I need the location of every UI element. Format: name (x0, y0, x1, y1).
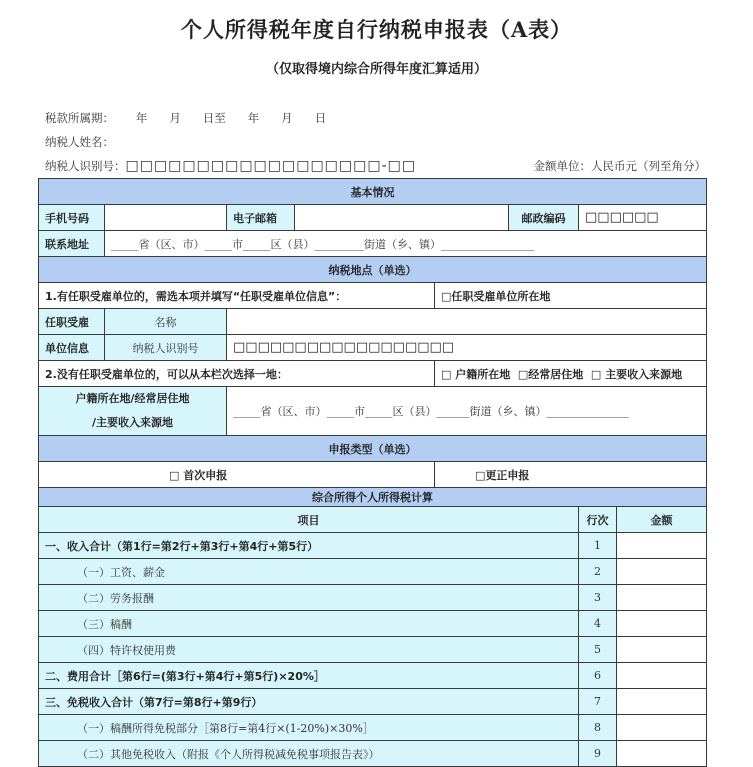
residence-options[interactable]: □ 户籍所在地 □经常居住地 □ 主要收入来源地 (435, 361, 707, 387)
email-input[interactable] (295, 205, 509, 231)
calc-row-number: 7 (579, 689, 617, 715)
employer-name-label: 名称 (105, 309, 227, 335)
calc-row-label: （三）稿酬 (39, 611, 579, 637)
form-subtitle: （仅取得境内综合所得年度汇算适用） (265, 62, 487, 77)
amount-input[interactable] (617, 663, 707, 689)
calc-row-label: 一、收入合计（第1行=第2行+第3行+第4行+第5行） (39, 533, 579, 559)
address-label: 联系地址 (39, 231, 105, 257)
calc-row-number: 1 (579, 533, 617, 559)
postal-boxes[interactable]: □□□□□□ (579, 205, 707, 231)
residence-label-line-2: /主要收入来源地 (91, 416, 174, 429)
location-q1: 1.有任职受雇单位的，需选本项并填写“任职受雇单位信息”： (39, 283, 435, 309)
employer-name-input[interactable] (227, 309, 707, 335)
col-amount-header: 金额 (617, 507, 707, 533)
employer-info-label-2: 单位信息 (39, 335, 105, 361)
section-location-header: 纳税地点（单选） (39, 257, 707, 283)
amount-input[interactable] (617, 559, 707, 585)
taxpayer-tin-row (45, 158, 416, 174)
tin-label: 纳税人识别号： (45, 159, 126, 173)
postal-label: 邮政编码 (509, 205, 579, 231)
amount-input[interactable] (617, 585, 707, 611)
calc-row-number: 2 (579, 559, 617, 585)
amount-input[interactable] (617, 741, 707, 767)
address-input[interactable]: _____省（区、市）_____市_____区（县）_________街道（乡、镇）_________________ (105, 231, 707, 257)
section-declaration-header: 申报类型（单选） (39, 436, 707, 462)
section-basic-header: 基本情况 (39, 179, 707, 205)
calc-row-label: （一）工资、薪金 (39, 559, 579, 585)
first-declaration-checkbox[interactable]: □ 首次申报 (39, 462, 435, 488)
section-calc-header: 综合所得个人所得税计算 (39, 488, 707, 507)
amount-input[interactable] (617, 689, 707, 715)
tax-period: 税款所属期： 年 月 日至 年 月 日 (45, 111, 327, 125)
employer-location-checkbox[interactable]: □任职受雇单位所在地 (435, 283, 707, 309)
correction-declaration-checkbox[interactable]: □更正申报 (435, 462, 707, 488)
email-label: 电子邮箱 (227, 205, 295, 231)
calc-row-number: 6 (579, 663, 617, 689)
calc-row-label: （一）稿酬所得免税部分［第8行=第4行×(1-20%)×30%］ (39, 715, 579, 741)
location-q2: 2.没有任职受雇单位的，可以从本栏次选择一地： (39, 361, 435, 387)
col-row-header: 行次 (579, 507, 617, 533)
calc-row-number: 5 (579, 637, 617, 663)
residence-address-input[interactable]: _____省（区、市）_____市_____区（县）______街道（乡、镇）_______________ (227, 387, 707, 436)
amount-input[interactable] (617, 533, 707, 559)
calc-row-label: 二、费用合计［第6行=(第3行+第4行+第5行)×20%］ (39, 663, 579, 689)
taxpayer-name-label: 纳税人姓名： (45, 135, 114, 149)
calc-row-label: （四）特许权使用费 (39, 637, 579, 663)
residence-label-line-1: 户籍所在地/经常居住地 (75, 392, 190, 405)
calc-row-number: 9 (579, 741, 617, 767)
currency-unit: 金额单位：人民币元（列至角分） (533, 159, 706, 173)
col-item-header: 项目 (39, 507, 579, 533)
phone-input[interactable] (105, 205, 227, 231)
employer-tin-label: 纳税人识别号 (105, 335, 227, 361)
tax-form-table (38, 178, 707, 767)
calc-row-number: 8 (579, 715, 617, 741)
calc-row-number: 4 (579, 611, 617, 637)
calc-row-number: 3 (579, 585, 617, 611)
phone-label: 手机号码 (39, 205, 105, 231)
amount-input[interactable] (617, 715, 707, 741)
amount-input[interactable] (617, 637, 707, 663)
residence-label (39, 387, 227, 436)
calc-row-label: 三、免税收入合计（第7行=第8行+第9行） (39, 689, 579, 715)
calc-row-label: （二）其他免税收入（附报《个人所得税减免税事项报告表》） (39, 741, 579, 767)
employer-info-label-1: 任职受雇 (39, 309, 105, 335)
form-title: 个人所得税年度自行纳税申报表（A表） (180, 17, 573, 42)
amount-input[interactable] (617, 611, 707, 637)
tin-boxes[interactable]: □□□□□□□□□□□□□□□□□□-□□ (125, 158, 417, 174)
employer-tin-boxes[interactable]: □□□□□□□□□□□□□□□□□□ (227, 335, 707, 361)
calc-row-label: （二）劳务报酬 (39, 585, 579, 611)
